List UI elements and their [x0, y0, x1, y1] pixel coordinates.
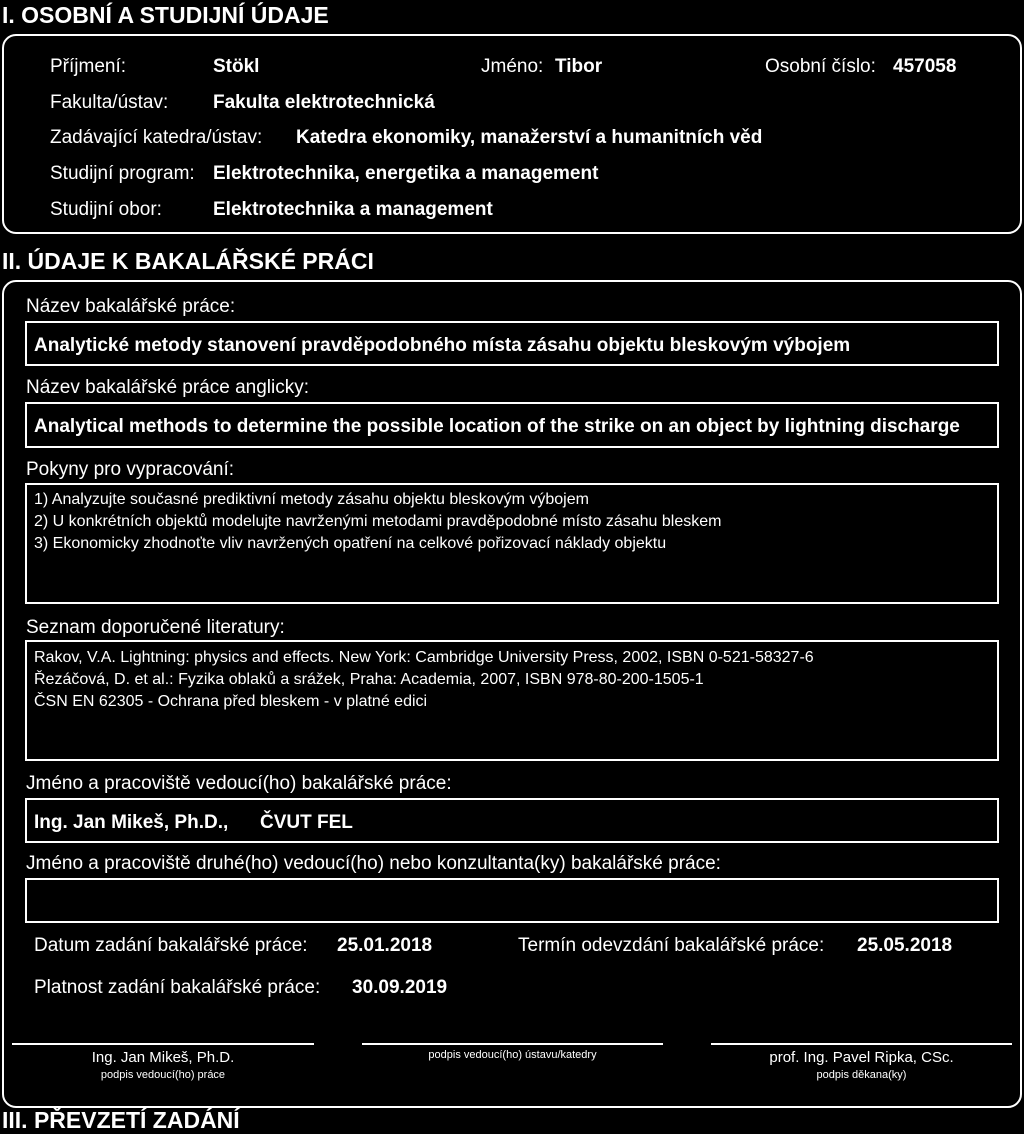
assign-date-label: Datum zadání bakalářské práce: [34, 935, 308, 956]
instruction-item: 2) U konkrétních objektů modelujte navrženými metodami pravděpodobné místo zásahu bleskem [34, 513, 722, 530]
surname-label: Příjmení: [50, 56, 127, 77]
thesis-title-en-label: Název bakalářské práce anglicky: [26, 377, 310, 398]
supervisor-signature-name: Ing. Jan Mikeš, Ph.D. [91, 1049, 235, 1066]
department-value: Katedra ekonomiky, manažerství a humanitních věd [296, 127, 763, 148]
thesis-title-value: Analytické metody stanovení pravděpodobného místa zásahu objektu bleskovým výbojem [34, 335, 851, 356]
supervisor-signature-caption: podpis vedoucí(ho) práce [100, 1069, 226, 1081]
firstname-label: Jméno: [481, 56, 544, 77]
personal-id-label: Osobní číslo: [765, 56, 876, 77]
literature-item: ČSN EN 62305 - Ochrana před bleskem - v platné edici [34, 693, 428, 710]
thesis-title-en-value: Analytical methods to determine the possible location of the strike on an object by lightning discharge [34, 416, 960, 437]
head-signature-line [362, 1043, 663, 1045]
thesis-title-label: Název bakalářské práce: [26, 296, 236, 317]
second-supervisor-label: Jméno a pracoviště druhé(ho) vedoucí(ho) nebo konzultanta(ky) bakalářské práce: [26, 853, 721, 874]
dean-signature-line [711, 1043, 1012, 1045]
field-label: Studijní obor: [50, 199, 162, 220]
department-label: Zadávající katedra/ústav: [50, 127, 263, 148]
instruction-item: 1) Analyzujte současné prediktivní metody zásahu objektu bleskovým výbojem [34, 491, 589, 508]
faculty-label: Fakulta/ústav: [50, 92, 169, 113]
program-label: Studijní program: [50, 163, 195, 184]
head-signature-caption: podpis vedoucí(ho) ústavu/katedry [428, 1049, 597, 1061]
instructions-list [34, 489, 721, 555]
program-value: Elektrotechnika, energetika a management [213, 163, 599, 184]
literature-label: Seznam doporučené literatury: [26, 617, 285, 638]
second-supervisor-box [25, 878, 999, 923]
literature-list [34, 647, 814, 713]
supervisor-label: Jméno a pracoviště vedoucí(ho) bakalářské práce: [26, 773, 452, 794]
validity-value: 30.09.2019 [352, 977, 448, 998]
section2-title: II. ÚDAJE K BAKALÁŘSKÉ PRÁCI [2, 248, 374, 274]
surname-value: Stökl [213, 56, 260, 77]
supervisor-signature-line [12, 1043, 314, 1045]
dean-signature-name: prof. Ing. Pavel Ripka, CSc. [769, 1049, 954, 1066]
assign-date-value: 25.01.2018 [337, 935, 433, 956]
supervisor-name: Ing. Jan Mikeš, Ph.D., [34, 812, 229, 833]
deadline-value: 25.05.2018 [857, 935, 953, 956]
section1-title: I. OSOBNÍ A STUDIJNÍ ÚDAJE [2, 2, 329, 28]
instructions-label: Pokyny pro vypracování: [26, 459, 235, 480]
validity-label: Platnost zadání bakalářské práce: [34, 977, 321, 998]
section3-title: III. PŘEVZETÍ ZADÁNÍ [2, 1107, 240, 1133]
firstname-value: Tibor [555, 56, 603, 77]
literature-item: Řezáčová, D. et al.: Fyzika oblaků a srážek, Praha: Academia, 2007, ISBN 978-80-200-1505-1 [34, 671, 704, 688]
dean-signature-caption: podpis děkana(ky) [816, 1069, 907, 1081]
field-value: Elektrotechnika a management [213, 199, 493, 220]
faculty-value: Fakulta elektrotechnická [213, 92, 435, 113]
personal-id-value: 457058 [893, 56, 957, 77]
literature-item: Rakov, V.A. Lightning: physics and effects. New York: Cambridge University Press, 2002, ISBN 0-521-58327-6 [34, 649, 814, 666]
instruction-item: 3) Ekonomicky zhodnoťte vliv navržených opatření na celkové pořizovací náklady objektu [34, 535, 667, 552]
supervisor-workplace: ČVUT FEL [260, 812, 353, 833]
deadline-label: Termín odevzdání bakalářské práce: [518, 935, 825, 956]
